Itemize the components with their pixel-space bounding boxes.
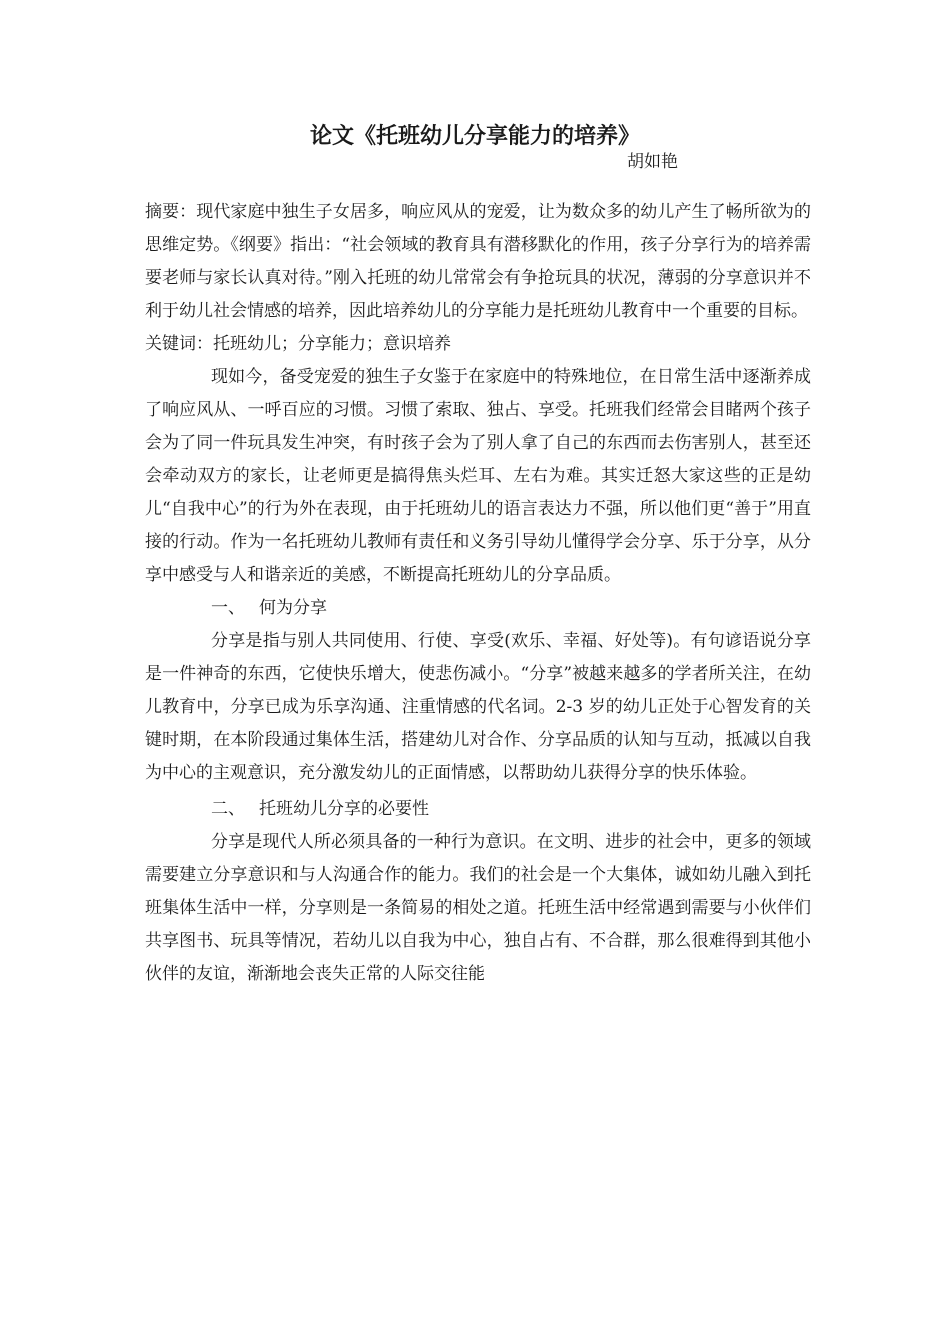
section-title-2: 托班幼儿分享的必要性 bbox=[259, 799, 429, 819]
section-title-1: 何为分享 bbox=[259, 598, 327, 618]
section-body-1: 分享是指与别人共同使用、行使、享受(欢乐、幸福、好处等)。有句谚语说分享是一件神奇的东西，它使快乐增大，使悲伤减小。“分享”被越来越多的学者所关注，在幼儿教育中，分享已成为乐享沟通、注重情感的代名词。2-3 岁的幼儿正处于心智发育的关键时期，在本阶段通过集体生活，搭建幼儿对合作、分享品质的认知与互动，抵减以自我为中心的主观意识，充分激发幼儿的正面情感，以帮助幼儿获得分享的快乐体验。 bbox=[145, 631, 811, 783]
paper-title: 论文《托班幼儿分享能力的培养》 bbox=[309, 124, 640, 149]
author-name: 胡如艳 bbox=[627, 152, 678, 172]
paper-body bbox=[145, 196, 811, 991]
section-body-2: 分享是现代人所必须具备的一种行为意识。在文明、进步的社会中，更多的领域需要建立分享意识和与人沟通合作的能力。我们的社会是一个大集体，诚如幼儿融入到托班集体生活中一样，分享则是一条简易的相处之道。托班生活中经常遇到需要与小伙伴们共享图书、玩具等情况，若幼儿以自我为中心，独自占有、不合群，那么很难得到其他小伙伴的友谊，渐渐地会丧失正常的人际交往能 bbox=[145, 832, 811, 984]
intro-paragraph: 现如今，备受宠爱的独生子女鉴于在家庭中的特殊地位，在日常生活中逐渐养成了响应风从、一呼百应的习惯。习惯了索取、独占、享受。托班我们经常会目睹两个孩子会为了同一件玩具发生冲突，有时孩子会为了别人拿了自己的东西而去伤害别人，甚至还会牵动双方的家长，让老师更是搞得焦头烂耳、左右为难。其实迁怒大家这些的正是幼儿“自我中心”的行为外在表现，由于托班幼儿的语言表达力不强，所以他们更“善于”用直接的行动。作为一名托班幼儿教师有责任和义务引导幼儿懂得学会分享、乐于分享，从分享中感受与人和谐亲近的美感，不断提高托班幼儿的分享品质。 bbox=[145, 367, 811, 585]
section-heading-2 bbox=[145, 793, 811, 826]
section-number-2: 二、 bbox=[211, 799, 245, 819]
section-heading-1 bbox=[145, 592, 811, 625]
abstract-paragraph: 摘要：现代家庭中独生子女居多，响应风从的宠爱，让为数众多的幼儿产生了畅所欲为的思维定势。《纲要》指出：“社会领域的教育具有潜移默化的作用，孩子分享行为的培养需要老师与家长认真对待。”刚入托班的幼儿常常会有争抢玩具的状况，薄弱的分享意识并不利于幼儿社会情感的培养，因此培养幼儿的分享能力是托班幼儿教育中一个重要的目标。 bbox=[145, 202, 811, 321]
section-number-1: 一、 bbox=[211, 598, 245, 618]
keywords-line: 关键词：托班幼儿；分享能力；意识培养 bbox=[145, 334, 451, 354]
